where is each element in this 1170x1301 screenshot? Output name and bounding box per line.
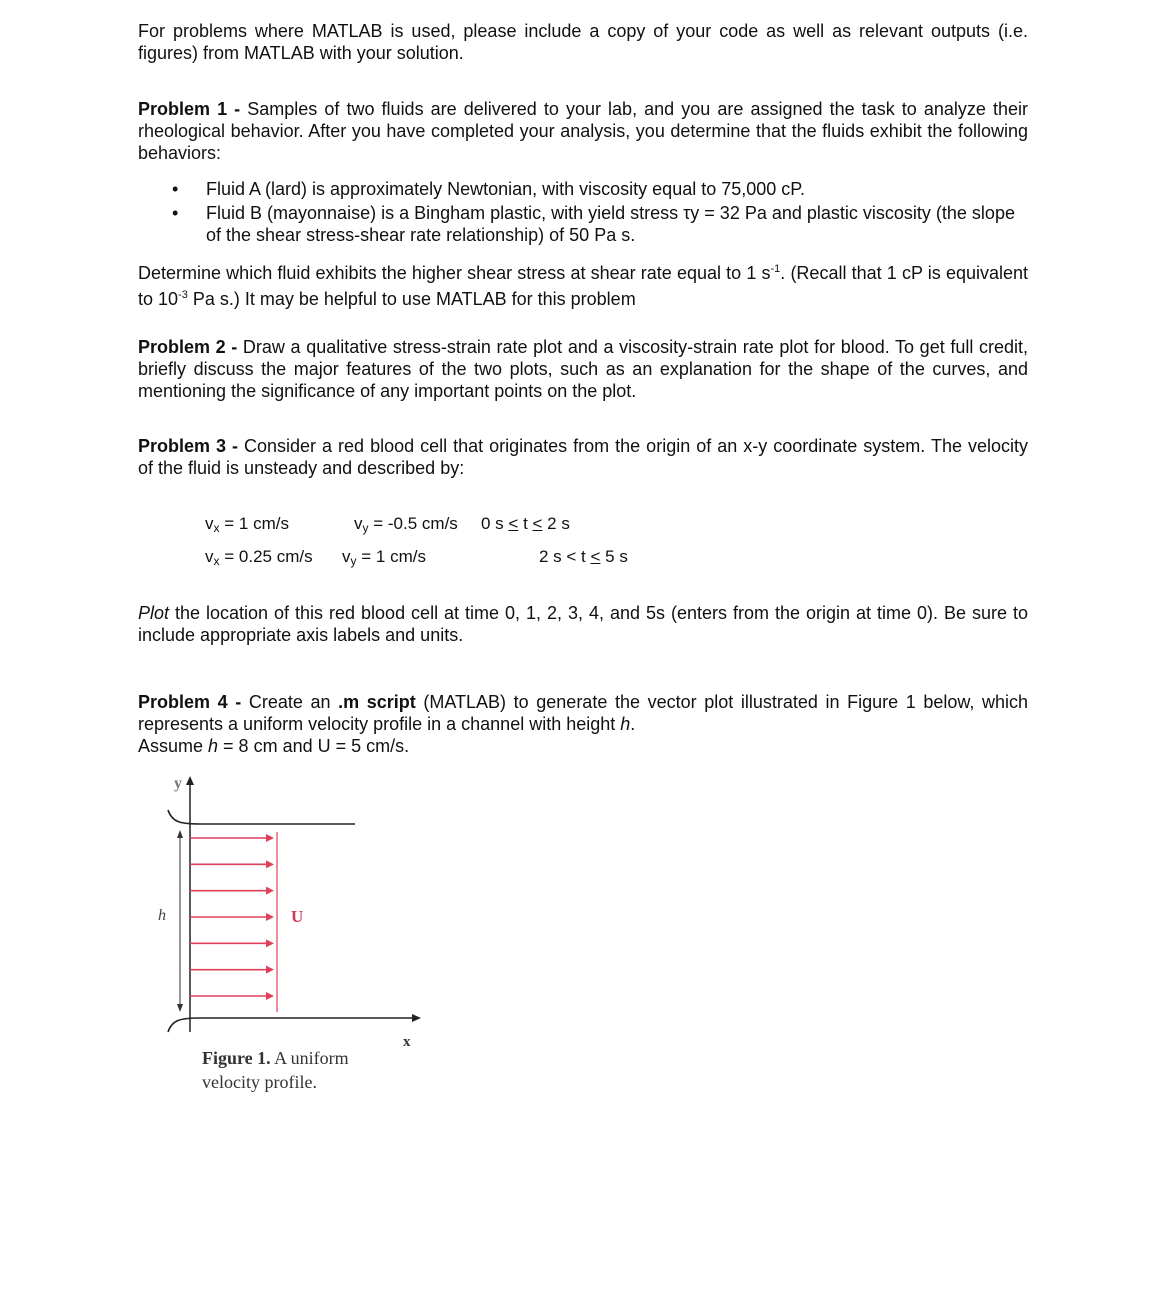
h-variable: h [208, 736, 219, 756]
time-range-2 [539, 547, 628, 567]
problem-4-label: Problem 4 - [138, 692, 249, 712]
exponent: -3 [178, 289, 188, 301]
x-axis-label: x [403, 1034, 411, 1050]
velocity-arrowhead-icon [266, 966, 274, 974]
bottom-wall-x-axis [168, 1018, 415, 1032]
problem-1-text: Samples of two fluids are delivered to your lab, and you are assigned the task to analyze their rheological behavior. After you have completed your analysis, you determine that the fluids exhibit the following behaviors: [138, 99, 1028, 163]
vx-value: = 1 cm/s [224, 514, 289, 533]
problem-3-text: Consider a red blood cell that originates from the origin of an x-y coordinate system. The velocity of the fluid is unsteady and described by: [138, 436, 1028, 478]
caption-text: velocity profile. [202, 1072, 317, 1092]
velocity-arrowhead-icon [266, 860, 274, 868]
problem-1-question [138, 258, 1028, 310]
velocity-arrowhead-icon [266, 939, 274, 947]
y-axis-arrowhead-icon [186, 776, 194, 785]
x-axis-arrowhead-icon [412, 1014, 421, 1022]
range-part: 5 s [600, 547, 628, 566]
le-symbol: < [508, 514, 519, 533]
velocity-arrowhead-icon [266, 834, 274, 842]
problem-2 [138, 336, 1028, 402]
bullet-text: Fluid A (lard) is approximately Newtonian, with viscosity equal to 75,000 cP. [206, 179, 805, 199]
h-dimension-bottom-arrow-icon [177, 1004, 183, 1012]
intro-text: For problems where MATLAB is used, please include a copy of your code as well as relevant outputs (i.e. figures) from MATLAB with your solution. [138, 21, 1028, 63]
velocity-arrowhead-icon [266, 913, 274, 921]
question-text: Determine which fluid exhibits the higher shear stress at shear rate equal to 1 s [138, 263, 771, 283]
bullet-dot-icon: • [172, 203, 179, 223]
velocity-arrowhead-icon [266, 992, 274, 1000]
figure-caption [202, 1046, 349, 1094]
problem-3 [138, 435, 1028, 479]
caption-text: A uniform [270, 1048, 349, 1068]
assume-text: Assume [138, 736, 209, 756]
plot-text: the location of this red blood cell at time 0, 1, 2, 3, 4, and 5s (enters from the origin at time 0). Be sure to include appropriate axis labels and units. [138, 603, 1028, 645]
problem-4 [138, 691, 1028, 757]
h-dimension-top-arrow-icon [177, 830, 183, 838]
problem-1 [138, 98, 1028, 164]
problem-2-text: Draw a qualitative stress-strain rate plot and a viscosity-strain rate plot for blood. To get full credit, briefly discuss the major features of the two plots, such as an explanation for the shape of the curves, and mentioning the significance of any important points on the plot. [138, 337, 1028, 401]
bullet-item [166, 178, 1016, 200]
problem-4-text: . [630, 714, 636, 734]
y-axis-label: y [174, 775, 182, 792]
bullet-dot-icon: • [172, 179, 179, 199]
range-part: 0 s [481, 514, 509, 533]
problem-4-text: Create an [248, 692, 339, 712]
bullet-item [166, 202, 1016, 246]
velocity-arrows [190, 834, 274, 1000]
question-text: . (Recall that 1 cP is equivalent to 10 [138, 263, 1029, 309]
bullet-text: Fluid B (mayonnaise) is a Bingham plastic, with yield stress τy = 32 Pa and plastic viscosity (the slope of the shear stress-shear rate relationship) of 50 Pa s. [206, 203, 1015, 245]
problem-3-plot-instruction [138, 602, 1028, 646]
m-script-term: .m script [338, 692, 416, 712]
h-variable: h [620, 714, 631, 734]
vx-row-2: $v_x = 0.25$ cm/s [205, 547, 313, 568]
range-part: 2 s < t [539, 547, 591, 566]
vy-value: = -0.5 cm/s [373, 514, 458, 533]
problem-1-label: Problem 1 - [138, 99, 248, 119]
vx-row-1: $v_x = 1$ cm/s [205, 514, 289, 535]
le-symbol: < [590, 547, 601, 566]
problem-3-label: Problem 3 - [138, 436, 245, 456]
velocity-arrowhead-icon [266, 887, 274, 895]
caption-label: Figure 1. [202, 1048, 271, 1068]
u-label: U [291, 907, 304, 926]
vy-value: = 1 cm/s [361, 547, 426, 566]
plot-word: Plot [138, 603, 170, 623]
vy-row-2: $v_y = 1$ cm/s [342, 547, 426, 568]
range-part: 2 s [542, 514, 570, 533]
problem-1-bullet-list [166, 178, 1016, 248]
exponent: -1 [770, 263, 781, 275]
question-text: Pa s.) It may be helpful to use MATLAB for this problem [187, 289, 636, 309]
vx-value: = 0.25 cm/s [224, 547, 313, 566]
h-label: h [158, 907, 166, 924]
range-part: t [518, 514, 533, 533]
time-range-1 [481, 514, 570, 534]
vy-row-1: $v_y = -0.5$ cm/s [354, 514, 458, 535]
le-symbol: < [532, 514, 543, 533]
problem-2-label: Problem 2 - [138, 337, 243, 357]
top-wall [168, 810, 355, 824]
problem-4-text: (MATLAB) to generate the vector plot illustrated in Figure 1 below, which represents a uniform velocity profile in a channel with height [138, 692, 1028, 734]
assume-text: = 8 cm and U = 5 cm/s. [218, 736, 410, 756]
